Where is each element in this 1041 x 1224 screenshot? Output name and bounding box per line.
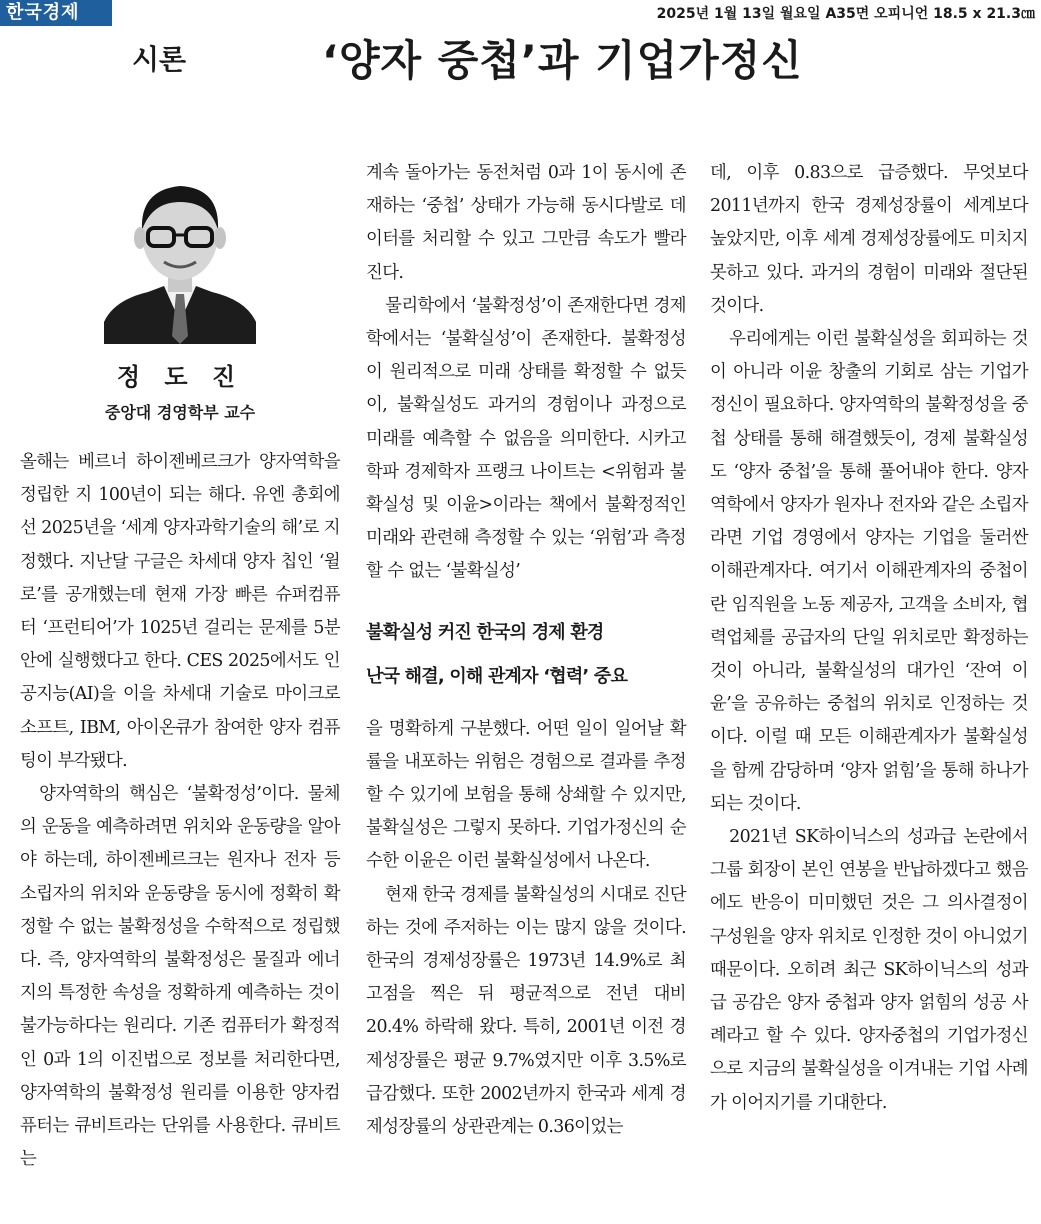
paragraph: 물리학에서 ‘불확정성’이 존재한다면 경제학에서는 ‘불확실성’이 존재한다. 불확정성이 원리적으로 미래 상태를 확정할 수 없듯이, 불확실성도 과거의 경험이나 과정으로 미래를 예측할 수 없음을 의미한다. 시카고학파 경제학자 프랭크 나이트는 <위험과 불확실성 및 이윤>이라는 책에서 불확정적인 미래와 관련해 측정할 수 있는 ‘위험’과 측정할 수 없는 ‘불확실성’ xyxy=(366,295,686,582)
paragraph: 을 명확하게 구분했다. 어떤 일이 일어날 확률을 내포하는 위험은 경험으로 결과를 추정할 수 있기에 보험을 통해 상쇄할 수 있지만, 불확실성은 그렇지 못하다. 기업가정신의 순수한 이윤은 이런 불확실성에서 나온다. xyxy=(366,718,686,872)
paragraph: 계속 돌아가는 동전처럼 0과 1이 동시에 존재하는 ‘중첩’ 상태가 가능해 동시다발로 데이터를 처리할 수 있고 그만큼 속도가 빨라진다. xyxy=(366,163,686,283)
paragraph: 2021년 SK하이닉스의 성과급 논란에서 그룹 회장이 본인 연봉을 반납하겠다고 했음에도 반응이 미미했던 것은 그 의사결정이 구성원을 양자 위치로 인정한 것이 아니었기 때문이다. 오히려 최근 SK하이닉스의 성과급 공감은 양자 중첩과 양자 얽힘의 성공 사례라고 할 수 있다. 양자중첩의 기업가정신으로 지금의 불확실성을 이겨내는 기업 사례가 이어지기를 기대한다. xyxy=(710,827,1028,1113)
article-column-3 xyxy=(710,157,1028,1217)
paragraph: 양자역학의 핵심은 ‘불확정성’이다. 물체의 운동을 예측하려면 위치와 운동량을 알아야 하는데, 하이젠베르크는 원자나 전자 등 소립자의 위치와 운동량을 동시에 정확히 확정할 수 없는 불확정성을 수학적으로 정립했다. 즉, 양자역학의 불확정성은 물질과 에너지의 특정한 속성을 정확하게 예측하는 것이 불가능하다는 원리다. 기존 컴퓨터가 확정적인 0과 1의 이진법으로 정보를 처리한다면, 양자역학의 불확정성 원리를 이용한 양자컴퓨터는 큐비트라는 단위를 사용한다. 큐비트는 xyxy=(20,784,340,1170)
paragraph: 올해는 베르너 하이젠베르크가 양자역학을 정립한 지 100년이 되는 해다. 유엔 총회에선 2025년을 ‘세계 양자과학기술의 해’로 지정했다. 지난달 구글은 차세대 양자 칩인 ‘윌로’를 공개했는데 현재 가장 빠른 슈퍼컴퓨터 ‘프런티어’가 1025년 걸리는 문제를 5분 안에 실행했다고 한다. CES 2025에서도 인공지능(AI)을 이을 차세대 기술로 마이크로소프트, IBM, 아이온큐가 참여한 양자 컴퓨팅이 부각됐다. xyxy=(20,452,340,771)
article-column-2 xyxy=(366,157,686,1217)
newspaper-logo: 한국경제 xyxy=(0,0,112,26)
subheading-line-1: 불확실성 커진 한국의 경제 환경 xyxy=(366,621,604,643)
author-name: 정 도 진 xyxy=(116,363,244,391)
paragraph: 데, 이후 0.83으로 급증했다. 무엇보다 2011년까지 한국 경제성장률이 세계보다 높았지만, 이후 세계 경제성장률에도 미치지 못하고 있다. 과거의 경험이 미래와 절단된 것이다. xyxy=(710,163,1028,316)
headline: ‘양자 중첩’과 기업가정신 xyxy=(322,36,803,85)
section-kicker: 시론 xyxy=(132,43,187,76)
paragraph: 현재 한국 경제를 불확실성의 시대로 진단하는 것에 주저하는 이는 많지 않을 것이다. 한국의 경제성장률은 1973년 14.9%로 최고점을 찍은 뒤 평균적으로 전년 대비 20.4% 하락해 왔다. 특히, 2001년 이전 경제성장률은 평균 9.7%였지만 이후 3.5%로 급감했다. 또한 2002년까지 한국과 세계 경제성장률의 상관관계는 0.36이었는 xyxy=(366,884,686,1138)
author-photo xyxy=(104,172,256,344)
article-column-1 xyxy=(20,446,340,1216)
issue-meta: 2025년 1월 13일 월요일 A35면 오피니언 18.5 x 21.3㎝ xyxy=(656,6,1035,22)
author-title: 중앙대 경영학부 교수 xyxy=(104,403,256,422)
subheading-line-2: 난국 해결, 이해 관계자 ‘협력’ 중요 xyxy=(366,665,628,687)
subheading xyxy=(366,611,686,699)
paragraph: 우리에게는 이런 불확실성을 회피하는 것이 아니라 이윤 창출의 기회로 삼는 기업가정신이 필요하다. 양자역학의 불확정성을 중첩 상태를 통해 해결했듯이, 경제 불확실성도 ‘양자 중첩’을 통해 풀어내야 한다. 양자역학에서 양자가 원자나 전자와 같은 소립자라면 기업 경영에서 양자는 기업을 둘러싼 이해관계자다. 여기서 이해관계자의 중첩이란 임직원을 노동 제공자, 고객을 소비자, 협력업체를 공급자의 단일 위치로만 확정하는 것이 아니라, 불확실성의 대가인 ‘잔여 이윤’을 공유하는 중첩의 위치로 인정하는 것이다. 이럴 때 모든 이해관계자가 불확실성을 함께 감당하며 ‘양자 얽힘’을 통해 하나가 되는 것이다. xyxy=(710,329,1028,814)
